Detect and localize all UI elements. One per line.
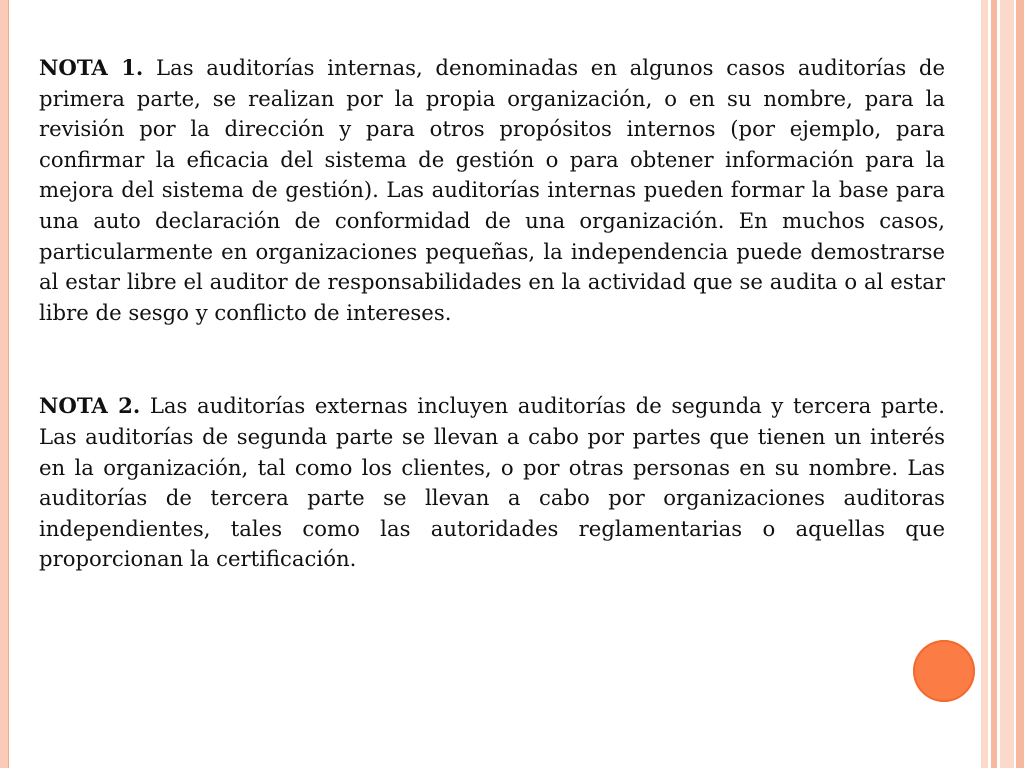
left-border-decoration xyxy=(0,0,9,768)
right-stripe-decoration xyxy=(1016,0,1024,768)
note-2-text: Las auditorías externas incluyen auditorías de segunda y tercera parte. Las auditorías de segunda parte se llevan a cabo por partes que tienen un interés en la organización, tal como los clientes, o por otras personas en su nombre. Las auditorías de tercera parte se llevan a cabo por organizaciones auditoras independientes, tales como las autoridades reglamentarias o aquellas que proporcionan la certificación. xyxy=(39,393,945,572)
right-stripe-decoration xyxy=(1000,0,1014,768)
note-2-label: NOTA 2. xyxy=(39,393,141,419)
note-1-label: NOTA 1. xyxy=(39,55,144,80)
note-1-text: Las auditorías internas, denominadas en algunos casos auditorías de primera parte, se realizan por la propia organización, o en su nombre, para la revisión por la dirección y para otros propósitos internos (por ejemplo, para confirmar la eficacia del sistema de gestión o para obtener información para la mejora del sistema de gestión). Las auditorías internas pueden formar la base para una auto declaración de conformidad de una organización. En muchos casos, particularmente en organizaciones pequeñas, la independencia puede demostrarse al estar libre el auditor de responsabilidades en la actividad que se audita o al estar libre de sesgo y conflicto de intereses. xyxy=(39,55,945,325)
right-stripe-decoration xyxy=(981,0,988,768)
note-1-paragraph xyxy=(39,53,945,328)
right-stripe-decoration xyxy=(991,0,997,768)
note-2-paragraph xyxy=(39,391,945,575)
slide-body xyxy=(39,53,945,575)
orange-circle-decoration xyxy=(913,640,975,702)
